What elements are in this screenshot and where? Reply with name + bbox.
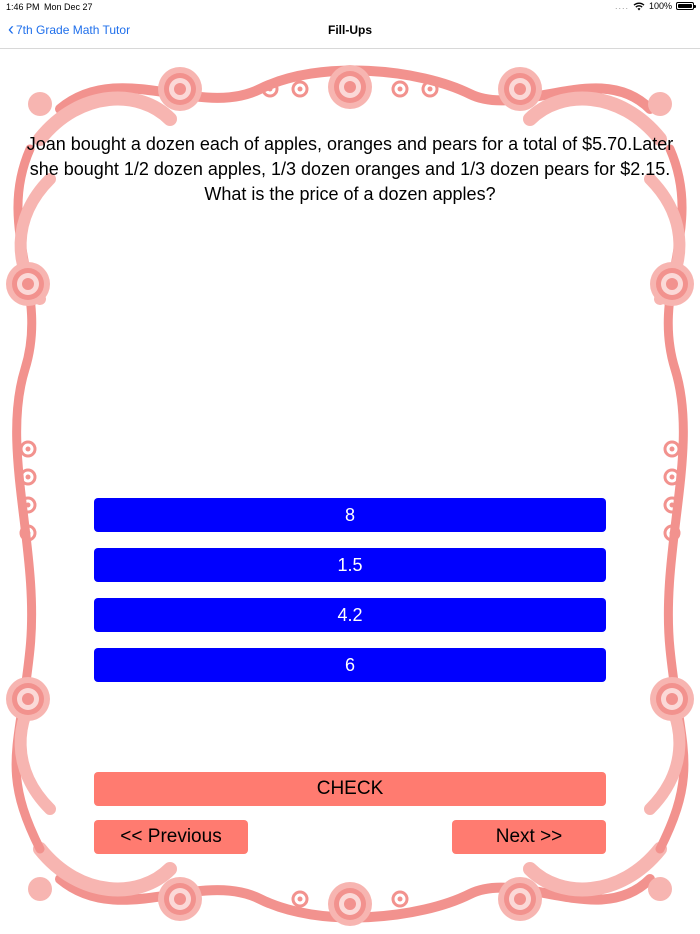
previous-button[interactable]: << Previous bbox=[94, 820, 248, 854]
answer-option-1[interactable]: 8 bbox=[94, 498, 606, 532]
page-title: Fill-Ups bbox=[328, 23, 372, 37]
status-date: Mon Dec 27 bbox=[44, 2, 93, 12]
answer-option-2[interactable]: 1.5 bbox=[94, 548, 606, 582]
status-bar bbox=[0, 0, 700, 14]
question-text: Joan bought a dozen each of apples, oranges and pears for a total of $5.70.Later she bought 1/2 dozen apples, 1/3 dozen oranges and 1/3 dozen pears for $2.15. What is the price of a dozen apples? bbox=[26, 134, 674, 204]
back-button-label: 7th Grade Math Tutor bbox=[16, 23, 131, 37]
answer-option-4[interactable]: 6 bbox=[94, 648, 606, 682]
next-button[interactable]: Next >> bbox=[452, 820, 606, 854]
answer-option-3[interactable]: 4.2 bbox=[94, 598, 606, 632]
navigation-bar bbox=[0, 14, 700, 49]
answer-options bbox=[94, 498, 606, 698]
status-right bbox=[615, 1, 694, 11]
status-dots: .... bbox=[614, 1, 629, 11]
battery-icon bbox=[676, 2, 694, 10]
check-button[interactable]: CHECK bbox=[94, 772, 606, 806]
status-time: 1:46 PM bbox=[6, 2, 40, 12]
battery-percent: 100% bbox=[648, 1, 672, 11]
chevron-left-icon: ‹ bbox=[8, 19, 14, 39]
wifi-icon bbox=[633, 2, 645, 11]
